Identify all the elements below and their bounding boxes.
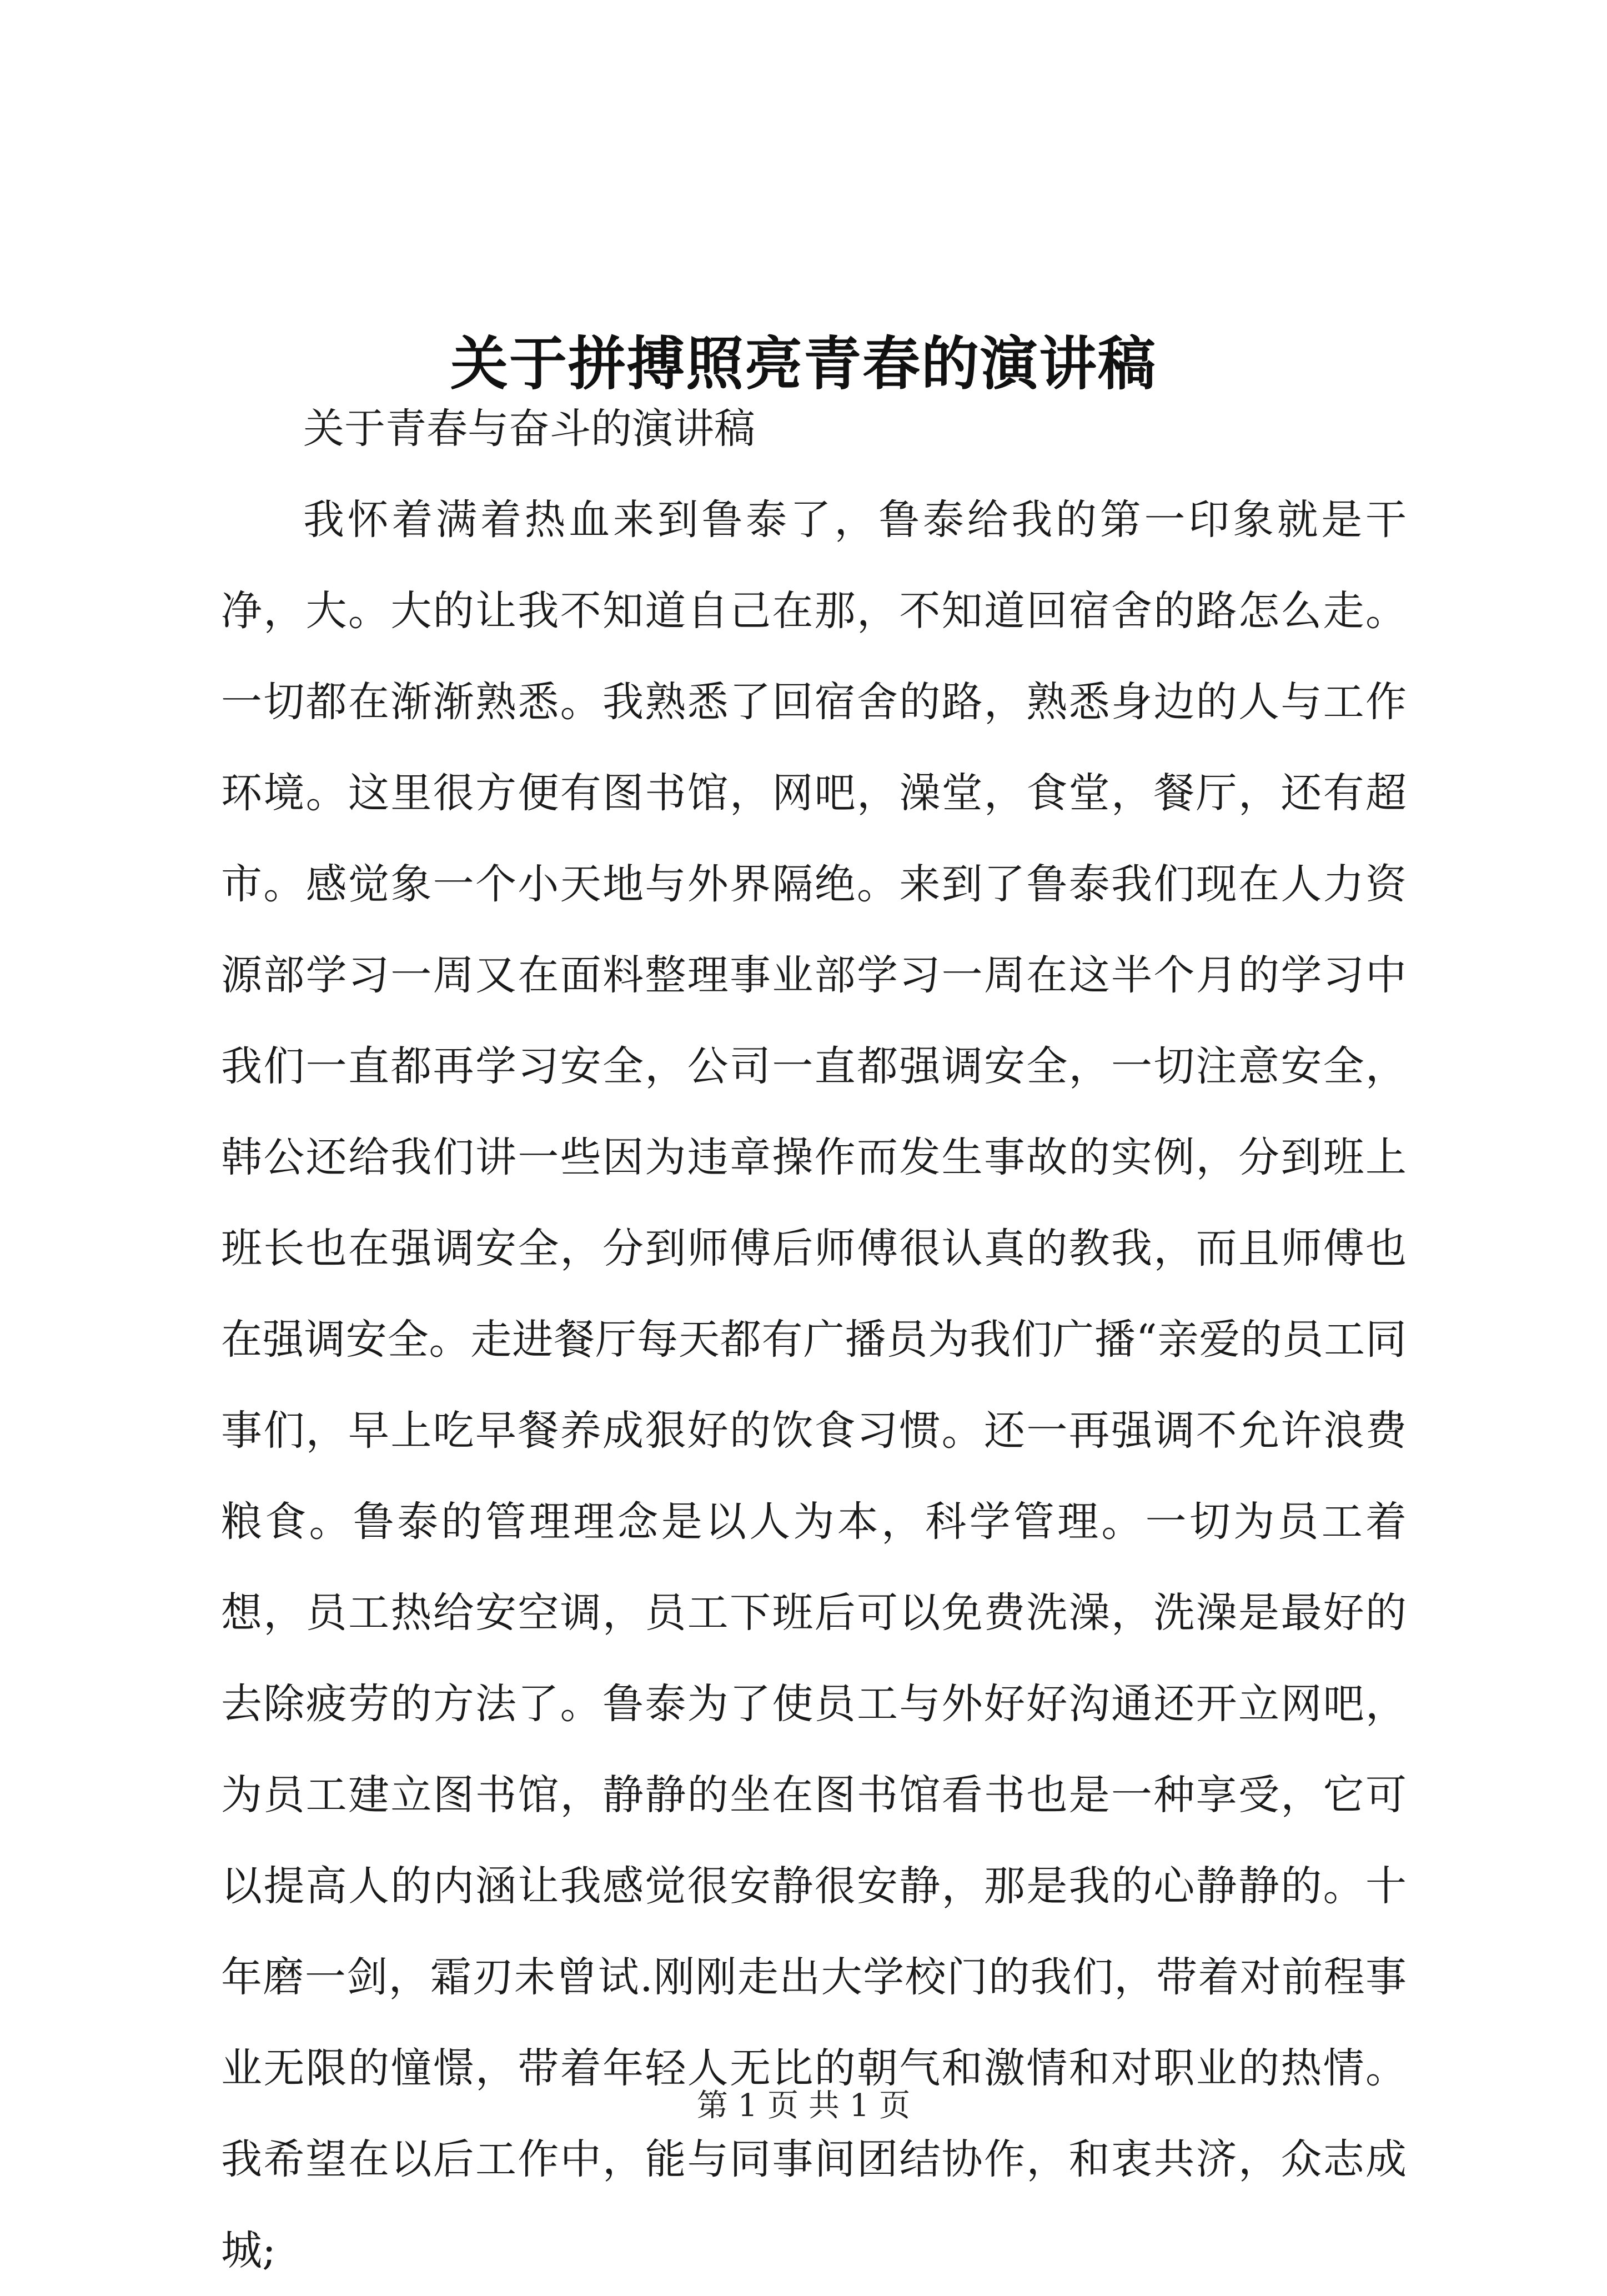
document-title: 关于拼搏照亮青春的演讲稿 — [450, 329, 1157, 398]
document-subtitle: 关于青春与奋斗的演讲稿 — [303, 405, 755, 453]
body-paragraph: 我怀着满着热血来到鲁泰了，鲁泰给我的第一印象就是干净，大。大的让我不知道自己在那，不知道回宿舍的路怎么走。一切都在渐渐熟悉。我熟悉了回宿舍的路，熟悉身边的人与工作环境。这里很方便有图书馆，网吧，澡堂，食堂，餐厅，还有超市。感觉象一个小天地与外界隔绝。来到了鲁泰我们现在人力资源部学习一周又在面料整理事业部学习一周在这半个月的学习中我们一直都再学习安全，公司一直都强调安全，一切注意安全，韩公还给我们讲一些因为违章操作而发生事故的实例，分到班上班长也在强调安全，分到师傅后师傅很认真的教我，而且师傅也在强调安全。走进餐厅每天都有广播员为我们广播“亲爱的员工同事们，早上吃早餐养成狠好的饮食习惯。还一再强调不允许浪费粮食。鲁泰的管理理念是以人为本，科学管理。一切为员工着想，员工热给安空调，员工下班后可以免费洗澡，洗澡是最好的去除疲劳的方法了。鲁泰为了使员工与外好好沟通还开立网吧，为员工建立图书馆，静静的坐在图书馆看书也是一种享受，它可以提高人的内涵让我感觉很安静很安静，那是我的心静静的。十年磨一剑，霜刃未曾试.刚刚走出大学校门的我们，带着对前程事业无限的憧憬，带着年轻人无比的朝气和激情和对职业的热情。我希望在以后工作中，能与同事间团结协作，和衷共济，众志成城; — [221, 496, 1407, 2274]
page-number-footer: 第 1 页 共 1 页 — [696, 2088, 911, 2124]
